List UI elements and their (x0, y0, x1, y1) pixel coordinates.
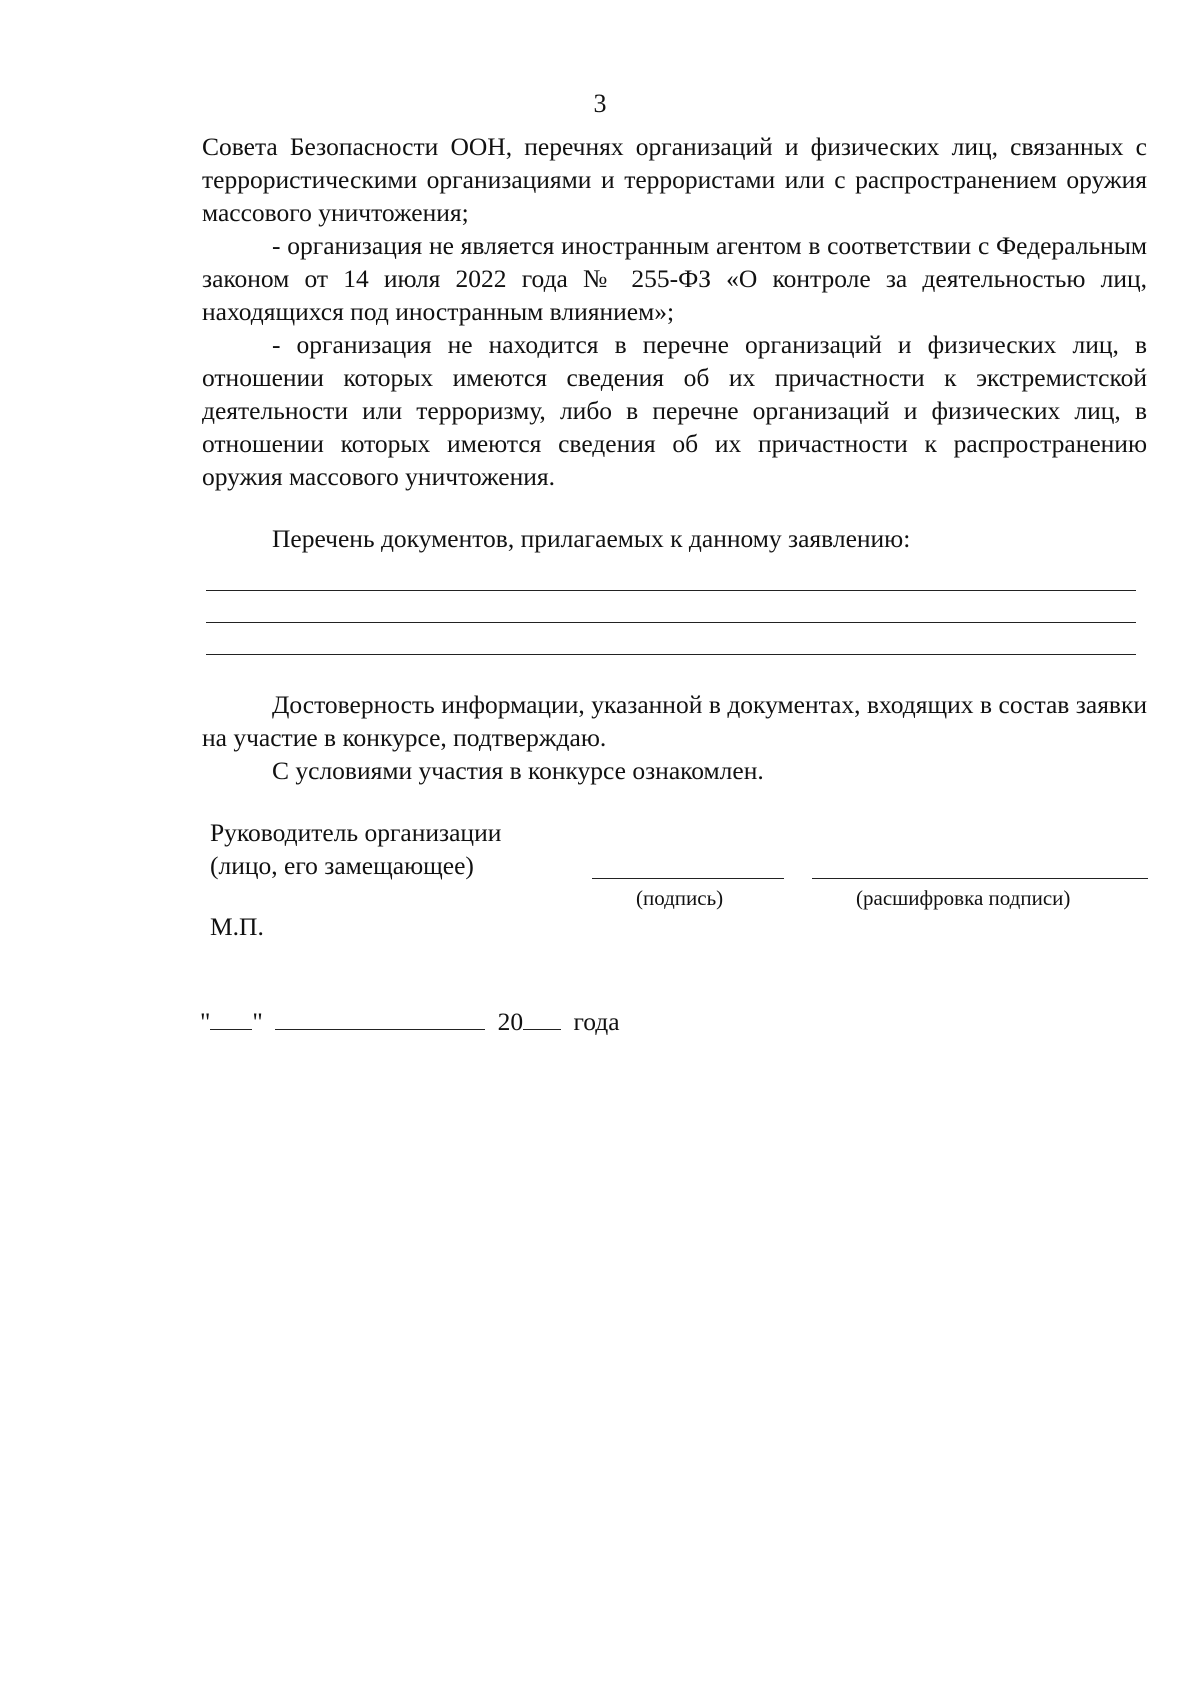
year-suffix: года (573, 1007, 620, 1036)
document-list-line (206, 654, 1136, 655)
date-line (200, 1005, 620, 1038)
paragraph-extremism-list: - организация не находится в перечне организаций и физических лиц, в отношении которых имеются сведения об их причастности к экстремистской деятельности или терроризму, либо в перечне организаций и физических лиц, в отношении которых имеются сведения об их причастности к распространению оружия массового уничтожения. (202, 330, 1147, 491)
day-blank (210, 1005, 252, 1030)
page-number: 3 (593, 89, 607, 118)
document-list-line (206, 622, 1136, 623)
year-blank (523, 1005, 561, 1030)
documents-section (202, 522, 1147, 555)
confirmation-section (202, 688, 1147, 787)
signature-decryption-line (812, 878, 1148, 879)
date-close-quote: " (252, 1007, 263, 1036)
acknowledgement-text: С условиями участия в конкурсе ознакомлен. (272, 756, 764, 785)
signature-caption: (подпись) (636, 886, 724, 910)
confirmation-text: Достоверность информации, указанной в документах, входящих в состав заявки на участие в конкурсе, подтверждаю. (202, 690, 1147, 752)
document-list-line (206, 590, 1136, 591)
documents-heading: Перечень документов, прилагаемых к данному заявлению: (272, 524, 911, 553)
month-blank (275, 1005, 485, 1030)
eligibility-statements (202, 130, 1147, 493)
date-open-quote: " (200, 1007, 211, 1036)
paragraph-un-sanctions: Совета Безопасности ООН, перечнях организаций и физических лиц, связанных с террористическими организациями и террористами или с распространением оружия массового уничтожения; (202, 132, 1147, 227)
paragraph-foreign-agent: - организация не является иностранным агентом в соответствии с Федеральным законом от 14 июля 2022 года № 255-ФЗ «О контроле за деятельностью лиц, находящихся под иностранным влиянием»; (202, 231, 1147, 326)
signer-role: Руководитель организации (210, 818, 502, 847)
year-prefix: 20 (497, 1007, 524, 1036)
stamp-mark: М.П. (210, 912, 264, 941)
signature-line (592, 878, 784, 879)
signer-role-deputy: (лицо, его замещающее) (210, 851, 474, 880)
decryption-caption: (расшифровка подписи) (856, 886, 1071, 910)
